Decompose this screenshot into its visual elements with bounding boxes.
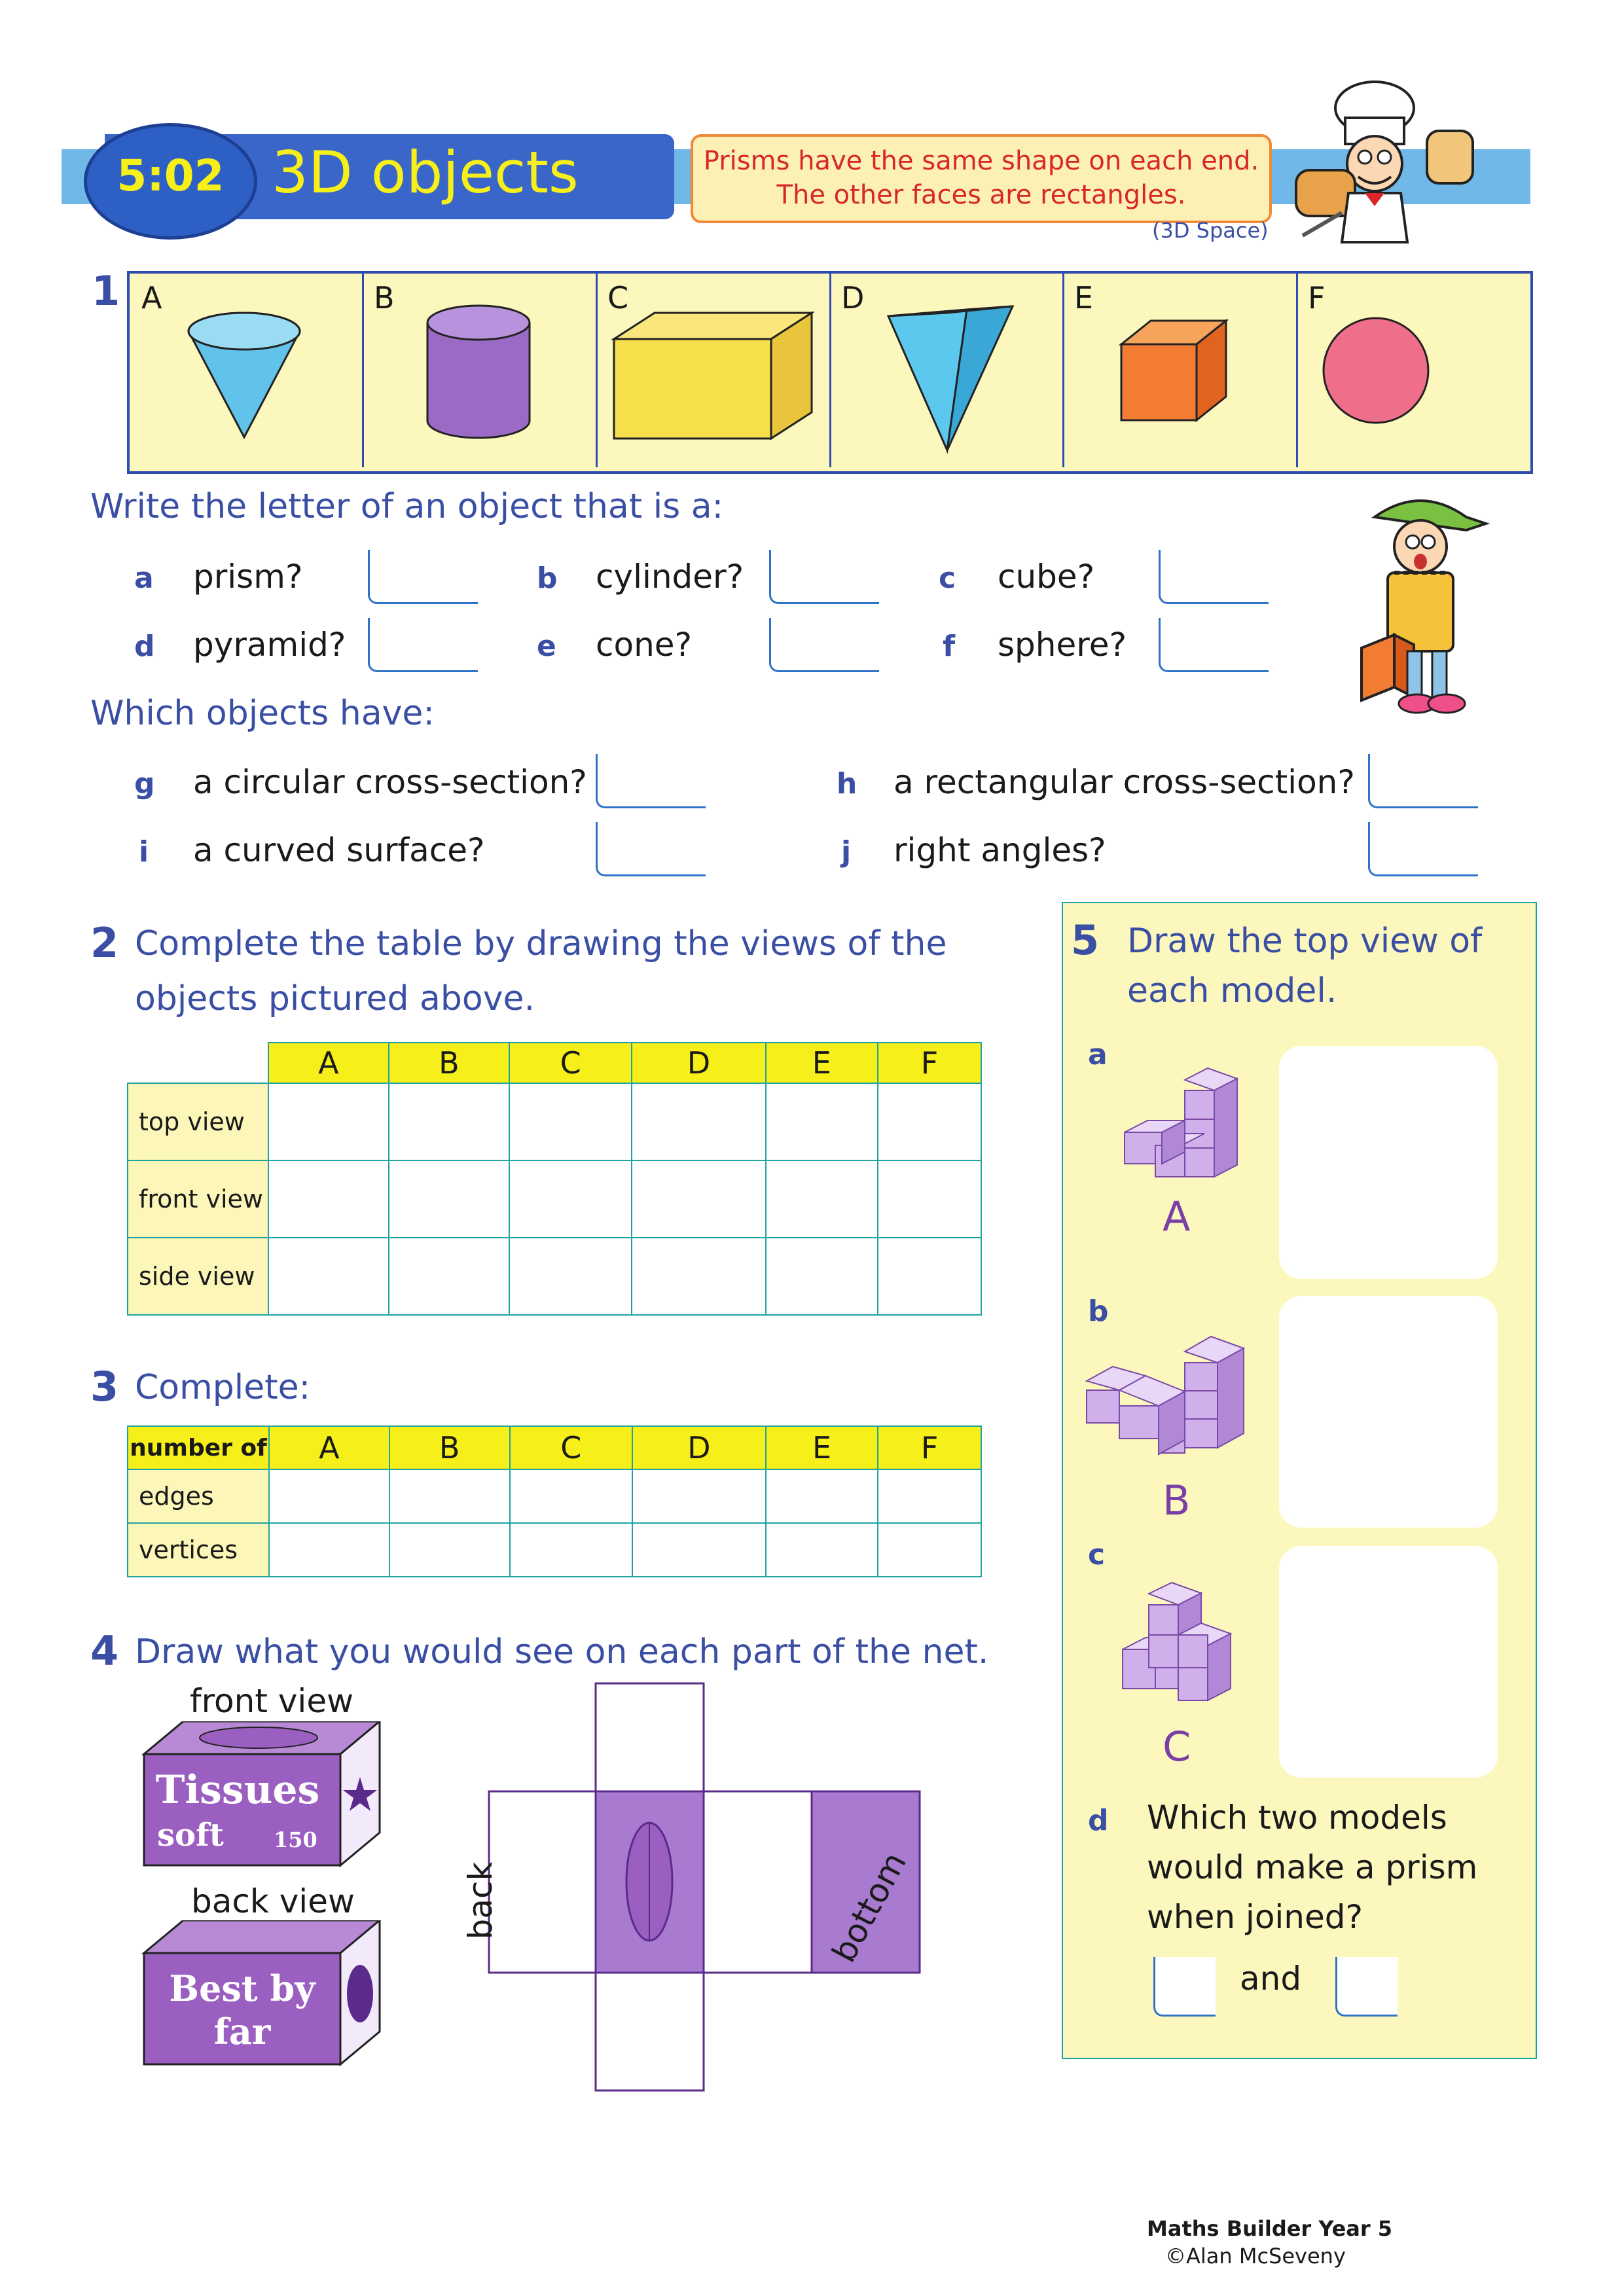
column-header: F (878, 1426, 981, 1469)
tissue-box-front-line2: soft (157, 1817, 224, 1854)
answer-box-e[interactable] (769, 618, 879, 672)
table-cell[interactable] (269, 1523, 389, 1577)
edges-vertices-table (127, 1426, 982, 1577)
table-cell[interactable] (878, 1238, 981, 1315)
back-view-label: back view (191, 1882, 355, 1920)
q1-text-g: a circular cross-section? (193, 763, 587, 801)
table-cell[interactable] (510, 1469, 632, 1523)
table-cell[interactable] (268, 1160, 389, 1238)
object-letter: A (141, 280, 162, 315)
q1-text-f: sphere? (998, 626, 1127, 664)
sphere-icon (1296, 274, 1528, 467)
cube-model-b (1080, 1329, 1276, 1479)
table-cell[interactable] (766, 1238, 878, 1315)
answer-area-a[interactable] (1279, 1046, 1498, 1279)
footer-book: Maths Builder Year 5 (1147, 2216, 1393, 2241)
row-header: front view (128, 1160, 268, 1238)
table-cell[interactable] (268, 1238, 389, 1315)
q4-number: 4 (90, 1627, 119, 1675)
q3-number: 3 (90, 1363, 119, 1410)
tip-line-1: Prisms have the same shape on each end. (703, 146, 1259, 176)
table-cell[interactable] (766, 1160, 878, 1238)
page-title: 3D objects (272, 139, 579, 206)
q2-number: 2 (90, 919, 119, 967)
object-cell-d (829, 274, 1064, 467)
q1-text-c: cube? (998, 558, 1095, 596)
q5-letter-a: a (1088, 1038, 1108, 1071)
object-letter: E (1074, 280, 1094, 315)
column-header: B (389, 1043, 509, 1083)
column-header: E (766, 1426, 878, 1469)
q2-line-2: objects pictured above. (135, 979, 535, 1018)
q1-text-b: cylinder? (596, 558, 744, 596)
and-label: and (1240, 1960, 1302, 1998)
net-bottom-label: bottom (824, 1846, 914, 1969)
q5-number: 5 (1071, 916, 1100, 964)
column-header: B (389, 1426, 510, 1469)
strand-label: (3D Space) (1152, 218, 1269, 243)
table-cell[interactable] (509, 1238, 632, 1315)
q3-text: Complete: (135, 1368, 311, 1407)
q1-letter-f: f (943, 630, 956, 663)
model-label-b: B (1163, 1477, 1191, 1524)
footer-author: ©Alan McSeveny (1165, 2244, 1346, 2269)
answer-area-b[interactable] (1279, 1296, 1498, 1528)
table-cell[interactable] (510, 1523, 632, 1577)
q1-instruction-2: Which objects have: (90, 694, 435, 733)
q1-letter-j: j (841, 835, 852, 869)
q1-letter-b: b (537, 562, 558, 595)
q1-number: 1 (92, 267, 120, 315)
cube-icon (1062, 274, 1296, 467)
cylinder-icon (362, 274, 596, 467)
q1-text-e: cone? (596, 626, 693, 664)
object-cell-f (1296, 274, 1528, 467)
answer-box-j[interactable] (1368, 822, 1478, 876)
column-header: C (510, 1426, 632, 1469)
tip-line-2: The other faces are rectangles. (776, 180, 1186, 210)
cube-model-c (1113, 1577, 1250, 1721)
q5-line-2: each model. (1127, 971, 1337, 1011)
object-cell-b (362, 274, 598, 467)
answer-box-b[interactable] (769, 550, 879, 604)
table-cell[interactable] (878, 1523, 981, 1577)
object-cell-a (130, 274, 364, 467)
answer-box-a[interactable] (368, 550, 478, 604)
chef-cartoon (1276, 72, 1499, 249)
table-cell[interactable] (632, 1523, 766, 1577)
q1-text-d: pyramid? (193, 626, 346, 664)
table-cell[interactable] (389, 1083, 509, 1160)
q1-letter-a: a (134, 562, 154, 595)
tissue-box-back-line1: Best by (169, 1967, 316, 2009)
q5-d-line-2: would make a prism (1147, 1848, 1478, 1886)
student-cartoon (1355, 491, 1499, 720)
column-header: C (509, 1043, 632, 1083)
q1-letter-g: g (134, 767, 155, 800)
row-header: vertices (128, 1523, 269, 1577)
object-cell-e (1062, 274, 1298, 467)
table-cell[interactable] (509, 1083, 632, 1160)
q5-line-1: Draw the top view of (1127, 922, 1483, 961)
q1-instruction-1: Write the letter of an object that is a: (90, 487, 724, 526)
model-label-c: C (1163, 1723, 1191, 1770)
column-header: D (632, 1043, 765, 1083)
q1-text-h: a rectangular cross-section? (893, 763, 1355, 801)
views-table (127, 1042, 982, 1316)
pyramid-icon (829, 274, 1062, 467)
table-cell[interactable] (632, 1083, 765, 1160)
table-cell[interactable] (878, 1160, 981, 1238)
lesson-number: 5:02 (117, 151, 225, 201)
q1-letter-d: d (134, 630, 155, 663)
tissue-box-back-line2: far (213, 2011, 271, 2053)
answer-box-c[interactable] (1159, 550, 1269, 604)
table-cell[interactable] (389, 1469, 510, 1523)
object-letter: C (607, 280, 629, 315)
table-cell[interactable] (766, 1469, 878, 1523)
column-header: A (269, 1426, 389, 1469)
answer-box-d1[interactable] (1153, 1957, 1216, 2017)
table-cell[interactable] (509, 1160, 632, 1238)
q1-letter-i: i (139, 835, 149, 869)
table-corner (128, 1043, 268, 1083)
answer-box-d[interactable] (368, 618, 478, 672)
q2-line-1: Complete the table by drawing the views of the (135, 924, 947, 963)
q1-letter-e: e (537, 630, 556, 663)
q1-letter-h: h (837, 767, 857, 800)
table-cell[interactable] (632, 1238, 765, 1315)
table-cell[interactable] (632, 1160, 765, 1238)
column-header: D (632, 1426, 766, 1469)
table-cell[interactable] (766, 1083, 878, 1160)
model-label-a: A (1163, 1193, 1191, 1240)
answer-box-f[interactable] (1159, 618, 1269, 672)
q5-letter-d: d (1088, 1804, 1109, 1837)
cone-icon (130, 274, 362, 467)
corner-header: number of (128, 1426, 269, 1469)
rectangular-prism-icon (596, 274, 829, 467)
object-cell-c (596, 274, 831, 467)
q1-text-a: prism? (193, 558, 303, 596)
tissue-box-front-line1: Tissues (155, 1767, 320, 1813)
q5-d-line-1: Which two models (1147, 1799, 1447, 1837)
q1-text-j: right angles? (893, 831, 1106, 869)
object-letter: D (841, 280, 865, 315)
row-header: top view (128, 1083, 268, 1160)
table-cell[interactable] (766, 1523, 878, 1577)
q4-text: Draw what you would see on each part of the net. (135, 1632, 989, 1672)
answer-area-c[interactable] (1279, 1546, 1498, 1778)
object-letter: F (1308, 280, 1326, 315)
tip-box (691, 134, 1272, 223)
row-header: edges (128, 1469, 269, 1523)
column-header: E (766, 1043, 878, 1083)
answer-box-g[interactable] (596, 754, 706, 808)
column-header: F (878, 1043, 981, 1083)
row-header: side view (128, 1238, 268, 1315)
table-cell[interactable] (389, 1160, 509, 1238)
answer-box-h[interactable] (1368, 754, 1478, 808)
table-cell[interactable] (389, 1523, 510, 1577)
table-cell[interactable] (269, 1469, 389, 1523)
answer-box-i[interactable] (596, 822, 706, 876)
table-cell[interactable] (389, 1238, 509, 1315)
table-cell[interactable] (878, 1083, 981, 1160)
cube-model-a (1113, 1060, 1250, 1198)
answer-box-d2[interactable] (1335, 1957, 1398, 2017)
front-view-label: front view (190, 1682, 353, 1720)
q5-letter-c: c (1088, 1538, 1106, 1571)
tissue-box-count: 150 (274, 1827, 317, 1852)
table-cell[interactable] (632, 1469, 766, 1523)
q5-letter-b: b (1088, 1295, 1109, 1328)
table-cell[interactable] (878, 1469, 981, 1523)
q1-letter-c: c (939, 562, 956, 595)
table-cell[interactable] (268, 1083, 389, 1160)
q5-d-line-3: when joined? (1147, 1898, 1363, 1936)
column-header: A (268, 1043, 389, 1083)
net-back-label: back (461, 1861, 499, 1940)
object-letter: B (374, 280, 395, 315)
q1-text-i: a curved surface? (193, 831, 485, 869)
